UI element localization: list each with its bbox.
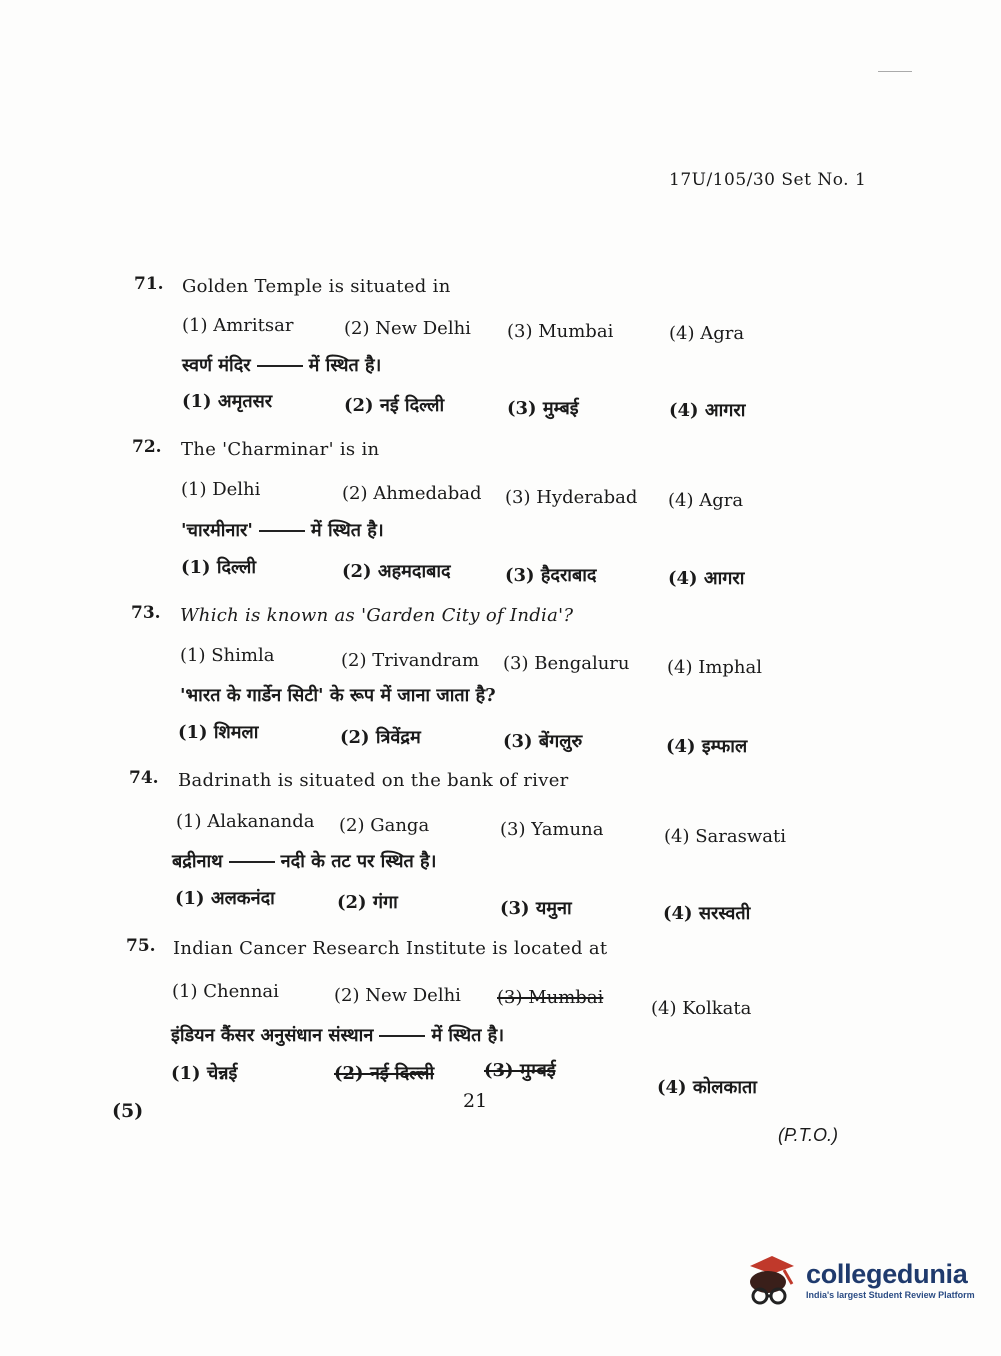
pto-label: (P.T.O.) bbox=[778, 1125, 839, 1145]
option-en-3: (3) Hyderabad bbox=[505, 487, 638, 508]
option-hi-2: (2) नई दिल्ली bbox=[344, 395, 445, 416]
top-mark bbox=[878, 71, 912, 72]
question-text-hindi: बद्रीनाथ नदी के तट पर स्थित है। bbox=[172, 851, 437, 872]
option-en-1: (1) Alakananda bbox=[176, 811, 315, 832]
option-hi-2: (2) गंगा bbox=[337, 892, 398, 913]
brand-name: collegedunia bbox=[806, 1259, 968, 1289]
option-en-1: (1) Amritsar bbox=[182, 315, 294, 336]
option-hi-2: (2) नई दिल्ली bbox=[334, 1063, 435, 1084]
option-hi-4: (4) इम्फाल bbox=[666, 736, 748, 757]
paper-code: 17U/105/30 Set No. 1 bbox=[669, 170, 867, 190]
option-en-1: (1) Chennai bbox=[172, 981, 279, 1002]
option-en-1: (1) Delhi bbox=[181, 479, 261, 500]
option-en-2: (2) Ganga bbox=[339, 815, 430, 836]
option-en-4: (4) Agra bbox=[668, 490, 744, 511]
option-en-3: (3) Mumbai bbox=[507, 321, 614, 342]
question-text-hindi: 'चारमीनार' में स्थित है। bbox=[181, 520, 384, 541]
brand-tagline: India's largest Student Review Platform bbox=[806, 1290, 975, 1300]
question-text: Which is known as 'Garden City of India'? bbox=[180, 605, 574, 626]
question-text: Badrinath is situated on the bank of river bbox=[178, 770, 569, 791]
question-number: 72. bbox=[132, 437, 162, 457]
collegedunia-logo bbox=[744, 1252, 975, 1308]
question-number: 71. bbox=[134, 274, 164, 294]
option-hi-1: (1) अलकनंदा bbox=[175, 888, 275, 909]
option-en-3: (3) Bengaluru bbox=[503, 653, 630, 674]
option-en-3: (3) Yamuna bbox=[500, 819, 604, 840]
option-hi-3: (3) मुम्बई bbox=[507, 398, 579, 419]
option-hi-3: (3) मुम्बई bbox=[484, 1060, 556, 1081]
question-number: 73. bbox=[131, 603, 161, 623]
option-hi-1: (1) अमृतसर bbox=[182, 391, 273, 412]
option-hi-3: (3) हैदराबाद bbox=[505, 565, 597, 586]
option-hi-4: (4) आगरा bbox=[669, 400, 746, 421]
option-hi-3: (3) यमुना bbox=[500, 898, 572, 919]
question-number: 74. bbox=[129, 768, 159, 788]
set-number: (5) bbox=[112, 1100, 144, 1122]
option-hi-4: (4) सरस्वती bbox=[663, 903, 751, 924]
page-number: 21 bbox=[463, 1090, 488, 1112]
question-text-hindi: 'भारत के गार्डेन सिटी' के रूप में जाना जाता है? bbox=[180, 685, 496, 706]
question-text: Golden Temple is situated in bbox=[182, 276, 451, 297]
option-hi-1: (1) चेन्नई bbox=[171, 1063, 238, 1084]
option-en-2: (2) Trivandram bbox=[341, 650, 480, 671]
question-number: 75. bbox=[126, 936, 156, 956]
option-en-4: (4) Saraswati bbox=[664, 826, 786, 847]
option-hi-1: (1) शिमला bbox=[178, 722, 259, 743]
option-hi-4: (4) आगरा bbox=[668, 568, 745, 589]
mascot-icon bbox=[744, 1252, 800, 1308]
option-en-4: (4) Kolkata bbox=[651, 998, 752, 1019]
question-text: Indian Cancer Research Institute is located at bbox=[173, 938, 608, 959]
option-en-2: (2) New Delhi bbox=[344, 318, 471, 339]
question-text-hindi: स्वर्ण मंदिर में स्थित है। bbox=[182, 355, 382, 376]
option-hi-2: (2) अहमदाबाद bbox=[342, 561, 451, 582]
question-text-hindi: इंडियन कैंसर अनुसंधान संस्थान में स्थित है। bbox=[171, 1025, 505, 1046]
option-en-2: (2) New Delhi bbox=[334, 985, 461, 1006]
question-text: The 'Charminar' is in bbox=[181, 439, 380, 460]
option-en-4: (4) Agra bbox=[669, 323, 745, 344]
option-en-4: (4) Imphal bbox=[667, 657, 763, 678]
option-hi-3: (3) बेंगलुरु bbox=[503, 731, 583, 752]
option-en-2: (2) Ahmedabad bbox=[342, 483, 482, 504]
option-hi-4: (4) कोलकाता bbox=[657, 1077, 757, 1098]
option-hi-2: (2) त्रिवेंद्रम bbox=[340, 727, 421, 748]
option-hi-1: (1) दिल्ली bbox=[181, 557, 257, 578]
option-en-1: (1) Shimla bbox=[180, 645, 275, 666]
option-en-3: (3) Mumbai bbox=[497, 987, 604, 1008]
